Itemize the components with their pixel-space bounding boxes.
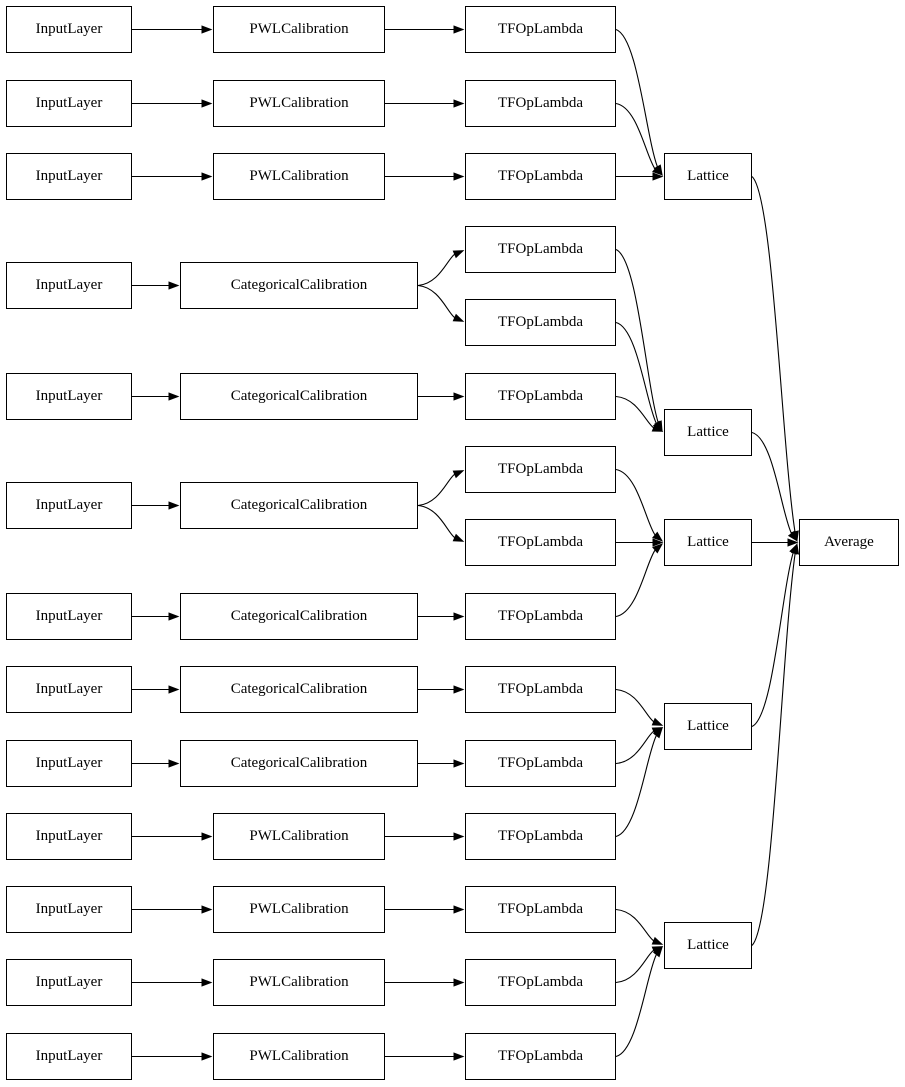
graph-node-cal3[interactable] <box>213 153 385 200</box>
graph-edge-arrowhead <box>454 613 463 620</box>
graph-edge-arrowhead <box>453 471 463 478</box>
graph-node-label: Lattice <box>687 937 729 953</box>
graph-node-label: InputLayer <box>35 277 103 293</box>
graph-node-op9[interactable] <box>465 593 616 640</box>
graph-node-op12[interactable] <box>465 813 616 860</box>
graph-edge <box>418 254 455 285</box>
graph-edge-arrowhead <box>454 760 463 767</box>
graph-node-lat5[interactable] <box>664 922 752 969</box>
graph-edge-arrowhead <box>454 906 463 913</box>
graph-node-in5[interactable] <box>6 373 132 420</box>
graph-node-label: TFOpLambda <box>498 314 583 330</box>
graph-edge <box>616 954 656 1056</box>
graph-edge-arrowhead <box>454 393 463 400</box>
graph-node-label: CategoricalCalibration <box>230 681 368 697</box>
graph-node-in11[interactable] <box>6 886 132 933</box>
graph-node-op1[interactable] <box>465 6 616 53</box>
graph-node-label: CategoricalCalibration <box>230 608 368 624</box>
graph-node-label: Average <box>824 534 874 550</box>
graph-edge-arrowhead <box>202 100 211 107</box>
graph-node-label: Lattice <box>687 534 729 550</box>
graph-node-label: InputLayer <box>35 168 103 184</box>
graph-node-label: PWLCalibration <box>249 1048 349 1064</box>
graph-edge-arrowhead <box>454 173 463 180</box>
graph-node-op15[interactable] <box>465 1033 616 1080</box>
graph-node-label: CategoricalCalibration <box>230 277 368 293</box>
graph-node-in2[interactable] <box>6 80 132 127</box>
graph-node-op5[interactable] <box>465 299 616 346</box>
graph-edge-arrowhead <box>169 393 178 400</box>
graph-node-op2[interactable] <box>465 80 616 127</box>
graph-node-cal13[interactable] <box>213 1033 385 1080</box>
graph-node-label: PWLCalibration <box>249 974 349 990</box>
graph-node-in13[interactable] <box>6 1033 132 1080</box>
graph-node-label: TFOpLambda <box>498 901 583 917</box>
graph-node-op3[interactable] <box>465 153 616 200</box>
graph-edge-arrowhead <box>169 686 178 693</box>
graph-edge-arrowhead <box>169 760 178 767</box>
graph-node-label: InputLayer <box>35 21 103 37</box>
graph-edge <box>616 30 657 167</box>
graph-edge-arrowhead <box>454 979 463 986</box>
graph-node-label: TFOpLambda <box>498 461 583 477</box>
graph-edge <box>752 177 795 532</box>
graph-edge-arrowhead <box>169 502 178 509</box>
graph-edge <box>616 323 656 424</box>
graph-node-label: InputLayer <box>35 828 103 844</box>
graph-node-in9[interactable] <box>6 740 132 787</box>
graph-node-label: Lattice <box>687 168 729 184</box>
graph-edge <box>616 250 658 423</box>
graph-node-op10[interactable] <box>465 666 616 713</box>
graph-node-in10[interactable] <box>6 813 132 860</box>
graph-node-label: TFOpLambda <box>498 95 583 111</box>
graph-node-in6[interactable] <box>6 482 132 529</box>
graph-node-label: CategoricalCalibration <box>230 388 368 404</box>
graph-node-op8[interactable] <box>465 519 616 566</box>
graph-node-op6[interactable] <box>465 373 616 420</box>
graph-node-op4[interactable] <box>465 226 616 273</box>
graph-node-op13[interactable] <box>465 886 616 933</box>
graph-node-op14[interactable] <box>465 959 616 1006</box>
graph-node-in1[interactable] <box>6 6 132 53</box>
graph-edge <box>418 286 455 318</box>
graph-edge <box>752 553 795 945</box>
graph-edge-arrowhead <box>454 686 463 693</box>
graph-node-lat3[interactable] <box>664 519 752 566</box>
graph-node-lat4[interactable] <box>664 703 752 750</box>
graph-edge <box>616 550 655 617</box>
graph-node-label: TFOpLambda <box>498 241 583 257</box>
graph-node-label: TFOpLambda <box>498 534 583 550</box>
graph-node-label: TFOpLambda <box>498 755 583 771</box>
graph-node-op11[interactable] <box>465 740 616 787</box>
graph-node-op7[interactable] <box>465 446 616 493</box>
graph-node-label: InputLayer <box>35 901 103 917</box>
graph-node-in3[interactable] <box>6 153 132 200</box>
graph-node-label: TFOpLambda <box>498 828 583 844</box>
graph-node-label: PWLCalibration <box>249 95 349 111</box>
graph-edge-arrowhead <box>202 173 211 180</box>
graph-node-label: InputLayer <box>35 681 103 697</box>
graph-node-cal7[interactable] <box>180 593 418 640</box>
graph-node-cal8[interactable] <box>180 666 418 713</box>
graph-node-label: InputLayer <box>35 497 103 513</box>
graph-edge <box>418 506 455 538</box>
graph-edge <box>616 397 654 428</box>
graph-node-in7[interactable] <box>6 593 132 640</box>
graph-node-label: InputLayer <box>35 388 103 404</box>
graph-node-lat1[interactable] <box>664 153 752 200</box>
graph-edge <box>616 731 654 763</box>
graph-node-label: TFOpLambda <box>498 608 583 624</box>
graph-edge <box>616 735 656 836</box>
graph-node-label: TFOpLambda <box>498 168 583 184</box>
graph-node-cal12[interactable] <box>213 959 385 1006</box>
graph-node-label: CategoricalCalibration <box>230 755 368 771</box>
graph-node-label: PWLCalibration <box>249 21 349 37</box>
graph-node-label: InputLayer <box>35 755 103 771</box>
graph-node-label: TFOpLambda <box>498 974 583 990</box>
graph-node-avg[interactable] <box>799 519 899 566</box>
graph-edge-arrowhead <box>652 719 662 726</box>
graph-edge-arrowhead <box>453 315 463 322</box>
graph-node-label: Lattice <box>687 718 729 734</box>
graph-node-label: InputLayer <box>35 608 103 624</box>
graph-node-label: CategoricalCalibration <box>230 497 368 513</box>
graph-node-label: InputLayer <box>35 1048 103 1064</box>
graph-node-label: InputLayer <box>35 974 103 990</box>
graph-node-cal6[interactable] <box>180 482 418 529</box>
graph-node-lat2[interactable] <box>664 409 752 456</box>
graph-edge-arrowhead <box>202 26 211 33</box>
graph-node-label: PWLCalibration <box>249 828 349 844</box>
graph-node-cal9[interactable] <box>180 740 418 787</box>
graph-node-cal10[interactable] <box>213 813 385 860</box>
graph-edge <box>752 433 791 534</box>
graph-node-cal1[interactable] <box>213 6 385 53</box>
graph-edge-arrowhead <box>652 938 662 945</box>
graph-node-label: TFOpLambda <box>498 388 583 404</box>
graph-edge-arrowhead <box>202 979 211 986</box>
graph-node-in4[interactable] <box>6 262 132 309</box>
graph-edge <box>418 474 455 505</box>
graph-edge-arrowhead <box>454 833 463 840</box>
graph-node-label: PWLCalibration <box>249 901 349 917</box>
graph-edge-arrowhead <box>202 906 211 913</box>
graph-node-label: TFOpLambda <box>498 21 583 37</box>
graph-edge-arrowhead <box>454 100 463 107</box>
graph-edge-arrowhead <box>202 1053 211 1060</box>
graph-node-label: InputLayer <box>35 95 103 111</box>
graph-edge-arrowhead <box>454 1053 463 1060</box>
graph-node-in8[interactable] <box>6 666 132 713</box>
graph-edge-arrowhead <box>169 613 178 620</box>
graph-edge-arrowhead <box>453 535 463 542</box>
graph-edge <box>616 950 654 982</box>
graph-edge-arrowhead <box>453 251 463 258</box>
graph-node-cal2[interactable] <box>213 80 385 127</box>
graph-node-label: TFOpLambda <box>498 681 583 697</box>
graph-node-cal11[interactable] <box>213 886 385 933</box>
graph-edge-arrowhead <box>454 26 463 33</box>
graph-edge <box>616 910 654 941</box>
graph-node-cal4[interactable] <box>180 262 418 309</box>
graph-edge-arrowhead <box>169 282 178 289</box>
graph-node-label: PWLCalibration <box>249 168 349 184</box>
graph-edge-arrowhead <box>202 833 211 840</box>
graph-edge <box>616 690 654 722</box>
graph-node-cal5[interactable] <box>180 373 418 420</box>
graph-edge <box>616 470 655 536</box>
graph-node-label: Lattice <box>687 424 729 440</box>
graph-node-label: TFOpLambda <box>498 1048 583 1064</box>
graph-node-in12[interactable] <box>6 959 132 1006</box>
